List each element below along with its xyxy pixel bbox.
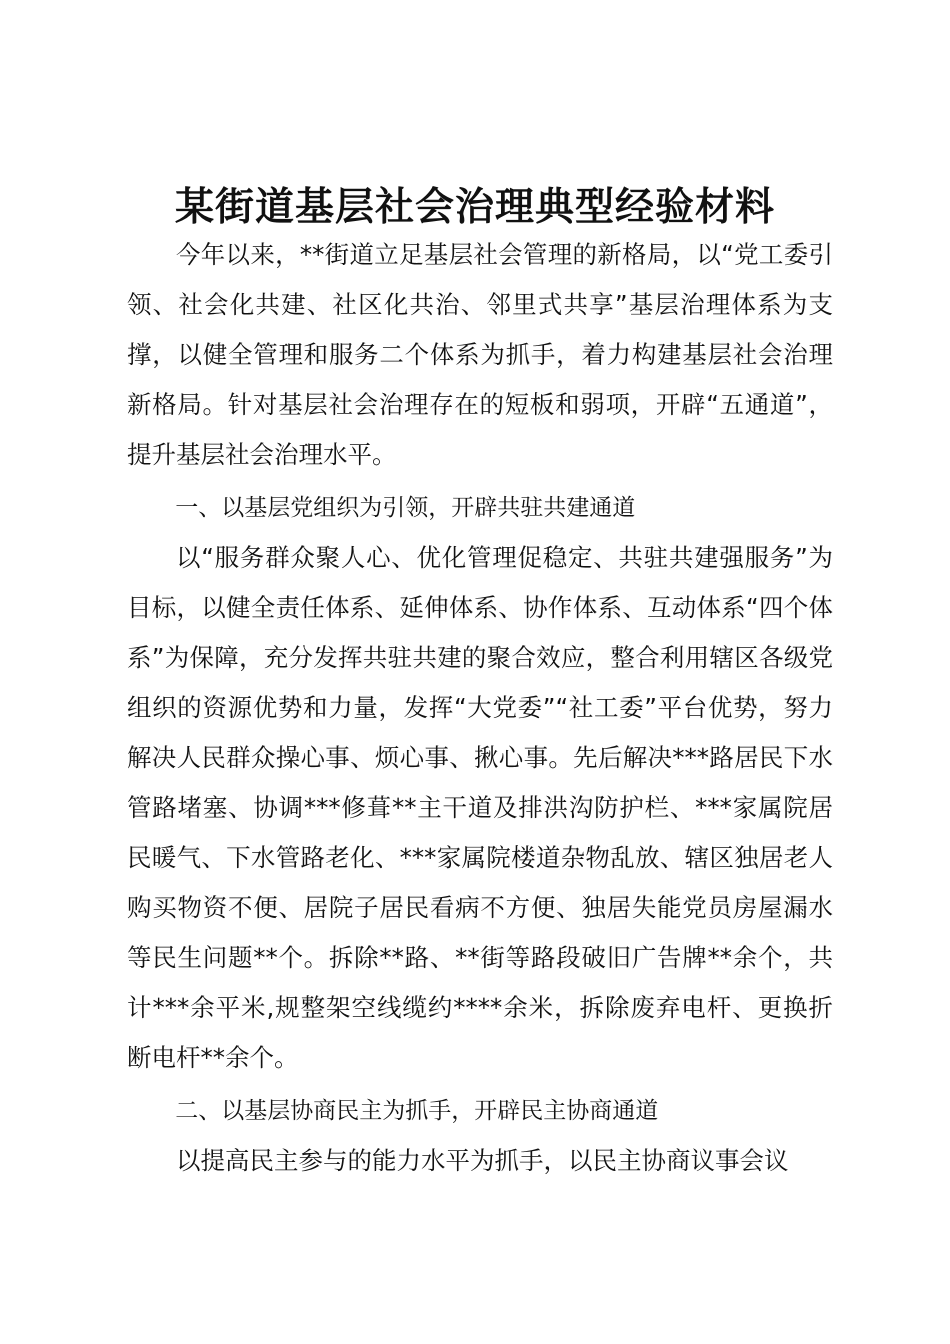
document-body	[127, 230, 833, 1186]
section-paragraph-1: 以“服务群众聚人心、优化管理促稳定、共驻共建强服务”为目标，以健全责任体系、延伸体系、协作体系、互动体系“四个体系”为保障，充分发挥共驻共建的聚合效应，整合利用辖区各级党组织的资源优势和力量，发挥“大党委”“社工委”平台优势，努力解决人民群众操心事、烦心事、揪心事。先后解决***路居民下水管路堵塞、协调***修葺**主干道及排洪沟防护栏、***家属院居民暖气、下水管路老化、***家属院楼道杂物乱放、辖区独居老人购买物资不便、居院子居民看病不方便、独居失能党员房屋漏水等民生问题**个。拆除**路、**街等路段破旧广告牌**余个，共计***余平米,规整架空线缆约****余米，拆除废弃电杆、更换折断电杆**余个。	[127, 543, 833, 1072]
intro-paragraph: 今年以来，**街道立足基层社会管理的新格局，以“党工委引领、社会化共建、社区化共治、邻里式共享”基层治理体系为支撑，以健全管理和服务二个体系为抓手，着力构建基层社会治理新格局。针对基层社会治理存在的短板和弱项，开辟“五通道”，提升基层社会治理水平。	[127, 240, 833, 469]
section-paragraph-2: 以提高民主参与的能力水平为抓手，以民主协商议事会议	[176, 1146, 789, 1175]
document-title: 某街道基层社会治理典型经验材料	[174, 184, 775, 230]
section-heading-1: 一、以基层党组织为引领，开辟共驻共建通道	[175, 495, 636, 521]
section-heading-2: 二、以基层协商民主为抓手，开辟民主协商通道	[175, 1098, 659, 1124]
